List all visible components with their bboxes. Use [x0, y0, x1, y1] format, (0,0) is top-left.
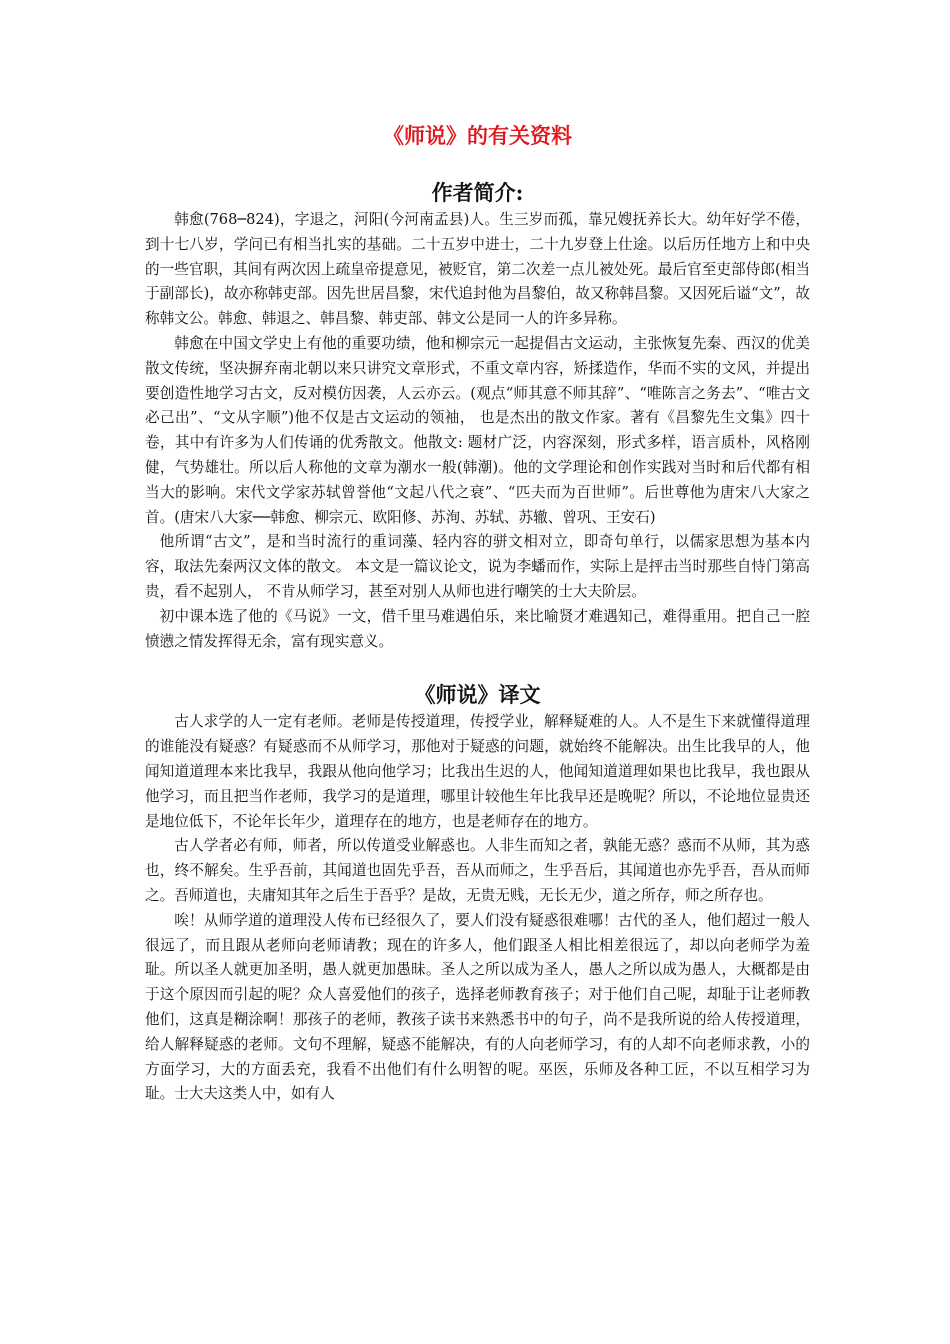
- section-heading-author-intro: 作者简介:: [431, 180, 524, 205]
- section-spacer: [145, 654, 810, 680]
- original-text-paragraph: 古人学者必有师，师者，所以传道受业解惑也。人非生而知之者，孰能无惑？惑而不从师，其为惑也，终不解矣。生乎吾前，其闻道也固先乎吾，吾从而师之，生乎吾后，其闻道也亦先乎吾，吾从而师之。吾师道也，夫庸知其年之后生于吾乎？是故，无贵无贱，无长无少，道之所存，师之所存也。: [145, 837, 810, 904]
- translation-paragraph: 古人求学的人一定有老师。老师是传授道理，传授学业，解释疑难的人。人不是生下来就懂得道理的谁能没有疑惑？有疑惑而不从师学习，那他对于疑惑的问题，就始终不能解决。出生比我早的人，他闻知道道理本来比我早，我跟从他向他学习；比我出生迟的人，他闻知道道理如果也比我早，我也跟从他学习，而且把当作老师，我学习的是道理，哪里计较他生年比我早还是晚呢？所以，不论地位显贵还是地位低下，不论年长年少，道理存在的地方，也是老师存在的地方。: [145, 713, 810, 830]
- author-intro-paragraph: 韩愈在中国文学史上有他的重要功绩，他和柳宗元一起提倡古文运动，主张恢复先秦、西汉的优美散文传统，坚决摒弃南北朝以来只讲究文章形式，不重文章内容，矫揉造作，华而不实的文风，并提出要创造性地学习古文，反对模仿因袭，人云亦云。(观点“师其意不师其辞”、“唯陈言之务去”、“唯古文必己出”、“文从字顺”)他不仅是古文运动的领袖， 也是杰出的散文作家。著有《昌黎先生文集》四十卷，其中有许多为人们传诵的优秀散文。他散文: 题材广泛，内容深刻，形式多样，语言质朴，风格刚健，气势雄壮。所以后人称他的文章为潮水一般(韩潮)。他的文学理论和创作实践对当时和后代都有相当大的影响。宋代文学家苏轼曾誉他“文起八代之衰”、“匹夫而为百世师”。后世尊他为唐宋八大家之首。(唐宋八大家──韩愈、柳宗元、欧阳修、苏洵、苏轼、苏辙、曾巩、王安石): [145, 334, 810, 526]
- author-intro-paragraph: 初中课本选了他的《马说》一文，借千里马难遇伯乐，来比喻贤才难遇知己，难得重用。把自己一腔愤懑之情发挥得无余，富有现实意义。: [145, 607, 810, 650]
- document-title: 《师说》的有关资料: [383, 123, 572, 148]
- translation-paragraph: 唉！从师学道的道理没人传布已经很久了，要人们没有疑惑很难哪！古代的圣人，他们超过一般人很远了，而且跟从老师向老师请教；现在的许多人，他们跟圣人相比相差很远了，却以向老师学为羞耻。所以圣人就更加圣明，愚人就更加愚昧。圣人之所以成为圣人，愚人之所以成为愚人，大概都是由于这个原因而引起的呢？众人喜爱他们的孩子，选择老师教育孩子；对于他们自己呢，却耻于让老师教他们，这真是糊涂啊！那孩子的老师，教孩子读书来熟悉书中的句子，尚不是我所说的给人传授道理，给人解释疑惑的老师。文句不理解，疑惑不能解决，有的人向老师学习，有的人却不向老师求教，小的方面学习，大的方面丢充，我看不出他们有什么明智的呢。巫医，乐师及各种工匠，不以互相学习为耻。士大夫这类人中，如有人: [145, 911, 810, 1103]
- document-page: [145, 120, 810, 1107]
- section-heading-translation: 《师说》译文: [414, 682, 541, 708]
- author-intro-paragraph: 韩愈(768─824)，字退之，河阳(今河南孟县)人。生三岁而孤，靠兄嫂抚养长大。幼年好学不倦，到十七八岁，学问已有相当扎实的基础。二十五岁中进士，二十九岁登上仕途。以后历任地方上和中央的一些官职，其间有两次因上疏皇帝提意见，被贬官，第二次差一点儿被处死。最后官至吏部侍郎(相当于副部长)，故亦称韩吏部。因先世居昌黎，宋代追封他为昌黎伯，故又称韩昌黎。又因死后谥“文”，故称韩文公。韩愈、韩退之、韩昌黎、韩吏部、韩文公是同一人的许多异称。: [145, 211, 810, 328]
- author-intro-paragraph: 他所谓“古文”，是和当时流行的重词藻、轻内容的骈文相对立，即奇句单行，以儒家思想为基本内容，取法先秦两汉文体的散文。 本文是一篇议论文，说为李蟠而作，实际上是抨击当时那些自恃门第高贵，看不起别人， 不肯从师学习，甚至对别人从师也进行嘲笑的士大夫阶层。: [145, 533, 810, 600]
